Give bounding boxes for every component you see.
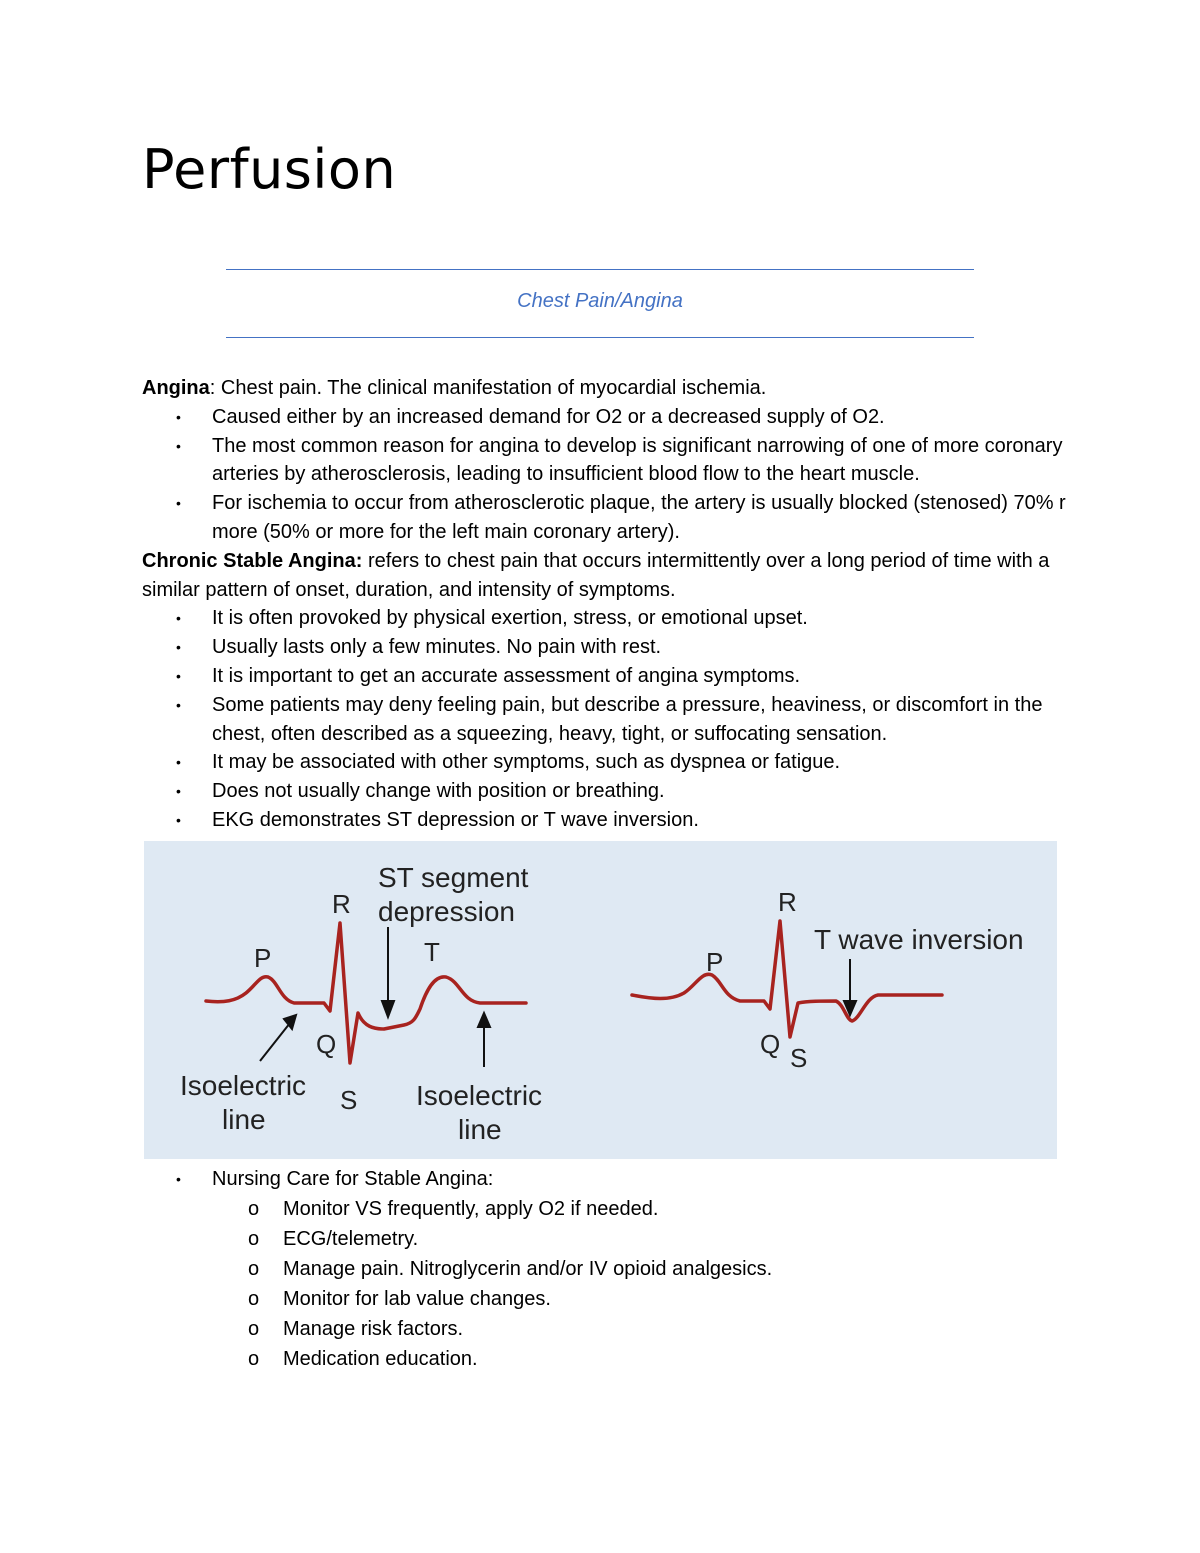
- section-heading: Chest Pain/Angina: [517, 290, 683, 312]
- list-item-text: For ischemia to occur from atherosclerotic plaque, the artery is usually blocked (stenosed) 70% r more (50% or more for the left main coronary artery).: [212, 492, 1066, 543]
- nursing-heading: Nursing Care for Stable Angina:: [212, 1167, 494, 1190]
- list-item-text: The most common reason for angina to develop is significant narrowing of one of more coronary arteries by atherosclerosis, leading to insufficient blood flow to the heart muscle.: [212, 434, 1063, 486]
- sub-bullet-icon: o: [248, 1347, 260, 1370]
- angina-definition: [142, 374, 1072, 403]
- bullet-icon: •: [176, 811, 181, 828]
- ekg-diagram: [144, 841, 1057, 1159]
- list-item: [142, 662, 1072, 691]
- list-item: [142, 1165, 1072, 1194]
- list-item-text: It is important to get an accurate assessment of angina symptoms.: [212, 664, 801, 687]
- sub-list-item: [142, 1224, 1072, 1254]
- label-iso-right-2: line: [458, 1113, 502, 1145]
- chronic-stable-term: Chronic Stable Angina:: [142, 549, 363, 572]
- list-item-text: Does not usually change with position or breathing.: [212, 780, 665, 803]
- sub-list-item-text: ECG/telemetry.: [283, 1227, 419, 1250]
- list-item-text: It is often provoked by physical exertion, stress, or emotional upset.: [212, 607, 808, 630]
- list-item: [142, 432, 1072, 490]
- body-text: [142, 374, 1072, 1374]
- label-r-left: R: [332, 888, 351, 919]
- list-item-text: It may be associated with other symptoms, such as dyspnea or fatigue.: [212, 751, 841, 774]
- sub-bullet-icon: o: [248, 1317, 260, 1340]
- label-q-right: Q: [760, 1028, 781, 1059]
- list-item-text: Some patients may deny feeling pain, but describe a pressure, heaviness, or discomfort in the chest, often described as a squeezing, heavy, tight, or suffocating sensation.: [212, 693, 1043, 745]
- bullet-icon: •: [176, 437, 181, 454]
- label-p-right: P: [706, 946, 724, 977]
- list-item-text: Usually lasts only a few minutes. No pain with rest.: [212, 636, 662, 659]
- heading-rule-top: [226, 269, 974, 270]
- list-item: [142, 806, 1072, 835]
- sub-list-item: [142, 1314, 1072, 1344]
- bullet-icon: •: [176, 408, 181, 425]
- arrow-iso-left: [260, 1023, 290, 1061]
- label-iso-right-1: Isoelectric: [416, 1079, 543, 1111]
- label-p-left: P: [254, 942, 272, 973]
- angina-definition-text: : Chest pain. The clinical manifestation of myocardial ischemia.: [209, 377, 767, 399]
- sub-list-item-text: Manage risk factors.: [283, 1317, 464, 1340]
- sub-bullet-icon: o: [248, 1197, 260, 1220]
- chronic-stable-bullets: [142, 604, 1072, 834]
- sub-list-item-text: Manage pain. Nitroglycerin and/or IV opioid analgesics.: [283, 1257, 773, 1280]
- nursing-sub-list: [142, 1194, 1072, 1374]
- label-s-left: S: [340, 1084, 358, 1115]
- sub-list-item: [142, 1284, 1072, 1314]
- angina-term: Angina: [142, 377, 210, 399]
- bullet-icon: •: [176, 783, 181, 800]
- sub-list-item-text: Medication education.: [283, 1347, 478, 1370]
- list-item: [142, 403, 1072, 432]
- arrow-head-icon: [382, 1001, 394, 1017]
- bullet-icon: •: [176, 696, 181, 713]
- label-st-segment: ST segment: [378, 861, 529, 893]
- angina-bullets: [142, 403, 1072, 547]
- list-item: [142, 489, 1072, 547]
- label-t-wave-inversion: T wave inversion: [814, 923, 1024, 955]
- ekg-figure: [144, 841, 1057, 1159]
- heading-rule-bottom: [226, 337, 974, 338]
- list-item: [142, 777, 1072, 806]
- bullet-icon: •: [176, 1170, 181, 1187]
- sub-list-item: [142, 1254, 1072, 1284]
- arrow-head-icon: [478, 1013, 490, 1027]
- bullet-icon: •: [176, 639, 181, 656]
- label-s-right: S: [790, 1042, 808, 1073]
- sub-list-item-text: Monitor VS frequently, apply O2 if needed.: [283, 1197, 659, 1220]
- bullet-icon: •: [176, 667, 181, 684]
- list-item-text: Caused either by an increased demand for O2 or a decreased supply of O2.: [212, 405, 885, 428]
- label-t-left: T: [424, 936, 440, 967]
- bullet-icon: •: [176, 610, 181, 627]
- list-item-text: EKG demonstrates ST depression or T wave inversion.: [212, 808, 699, 831]
- label-q-left: Q: [316, 1028, 337, 1059]
- list-item: [142, 691, 1072, 749]
- label-iso-left-1: Isoelectric: [180, 1069, 307, 1101]
- nursing-bullets: [142, 1165, 1072, 1194]
- list-item: [142, 633, 1072, 662]
- bullet-icon: •: [176, 495, 181, 512]
- sub-bullet-icon: o: [248, 1257, 260, 1280]
- sub-list-item: [142, 1194, 1072, 1224]
- page-title: Perfusion: [142, 138, 397, 201]
- chronic-stable-definition-text: refers to chest pain that occurs intermittently over a long period of time with a similar pattern of onset, duration, and intensity of symptoms.: [142, 549, 1050, 601]
- label-r-right: R: [778, 886, 797, 917]
- list-item: [142, 748, 1072, 777]
- chronic-stable-definition: [142, 547, 1072, 605]
- bullet-icon: •: [176, 754, 181, 771]
- label-depression: depression: [378, 895, 515, 927]
- sub-list-item-text: Monitor for lab value changes.: [283, 1287, 551, 1310]
- label-iso-left-2: line: [222, 1103, 266, 1135]
- sub-list-item: [142, 1344, 1072, 1374]
- sub-bullet-icon: o: [248, 1227, 260, 1250]
- list-item: [142, 604, 1072, 633]
- sub-bullet-icon: o: [248, 1287, 260, 1310]
